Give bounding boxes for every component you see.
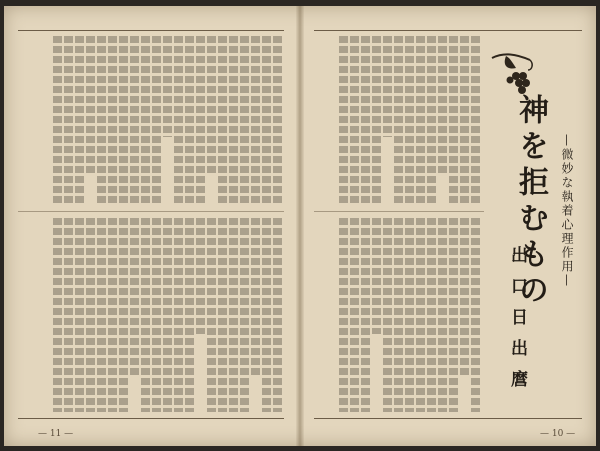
right-page xyxy=(304,6,596,446)
top-rule xyxy=(314,30,582,31)
author-name: 出口日出麿 xyxy=(507,246,527,401)
body-text-upper xyxy=(20,36,282,204)
grape-vine-ornament-icon xyxy=(486,48,538,100)
tier-rule xyxy=(18,211,284,212)
article-subtitle: —微妙な執着心理作用— xyxy=(560,134,574,288)
body-text-lower xyxy=(318,218,480,412)
left-page xyxy=(4,6,296,446)
book-spread xyxy=(4,6,596,446)
page-number-left: — 11 — xyxy=(38,429,74,439)
book-gutter xyxy=(296,6,304,446)
article-title: 神を拒むもの xyxy=(513,94,548,310)
bottom-rule xyxy=(18,418,284,419)
tier-rule xyxy=(314,211,484,212)
body-text-upper xyxy=(318,36,480,204)
page-number-right: — 10 — xyxy=(540,429,576,439)
top-rule xyxy=(18,30,284,31)
bottom-rule xyxy=(314,418,582,419)
body-text-lower xyxy=(20,218,282,412)
